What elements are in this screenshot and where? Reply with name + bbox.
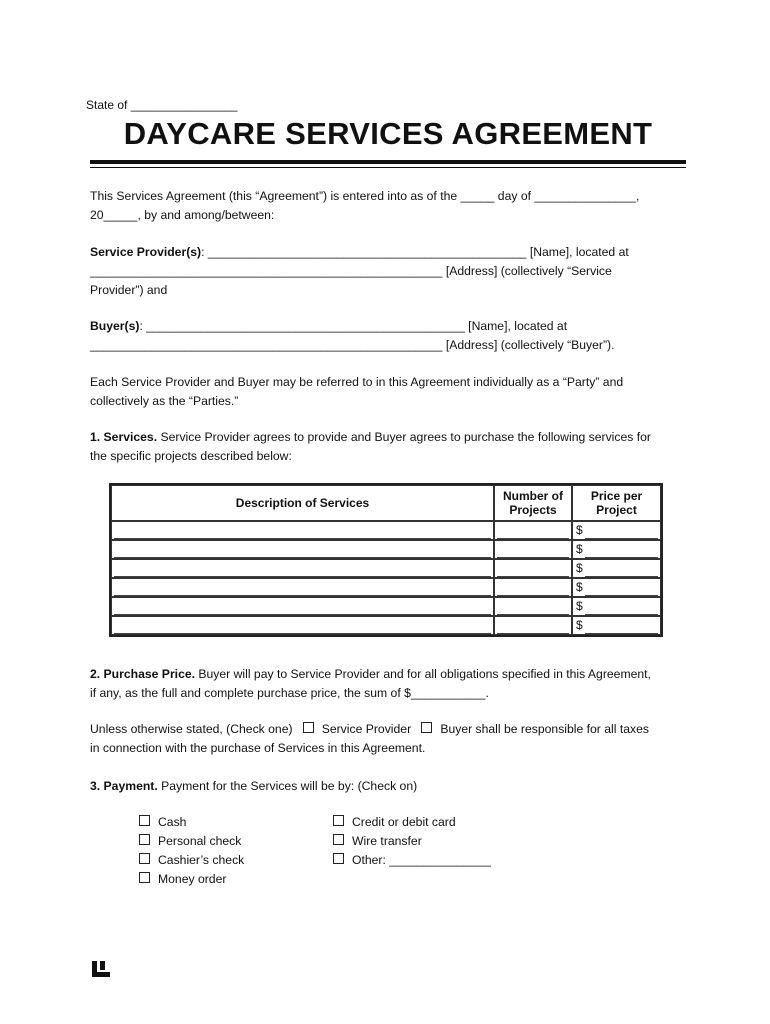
number-blank-line bbox=[497, 524, 569, 539]
description-blank-line bbox=[114, 562, 491, 577]
number-of-projects-field[interactable] bbox=[494, 578, 572, 597]
buyer-name-line: : _______________________________________________ [Name], located at bbox=[139, 319, 568, 333]
tax-buyer-checkbox[interactable] bbox=[421, 722, 432, 733]
currency-symbol: $ bbox=[576, 599, 583, 613]
price-blank-line bbox=[585, 524, 658, 539]
title-rule-thin bbox=[90, 167, 686, 168]
description-field[interactable] bbox=[111, 521, 494, 540]
wire-transfer-checkbox[interactable] bbox=[333, 834, 344, 845]
header-description: Description of Services bbox=[111, 485, 494, 521]
card-checkbox[interactable] bbox=[333, 815, 344, 826]
payment-option-label: Cash bbox=[158, 815, 187, 829]
description-blank-line bbox=[114, 619, 491, 634]
number-blank-line bbox=[497, 562, 569, 577]
payment-heading: 3. Payment. bbox=[90, 779, 158, 793]
services-line-2: the specific projects described below: bbox=[90, 449, 292, 463]
currency-symbol: $ bbox=[576, 580, 583, 594]
payment-option-cash bbox=[139, 813, 244, 832]
price-blank-line bbox=[585, 562, 658, 577]
money-order-checkbox[interactable] bbox=[139, 872, 150, 883]
parties-paragraph bbox=[90, 373, 690, 411]
parties-line-1: Each Service Provider and Buyer may be referred to in this Agreement individually as a “Party” and bbox=[90, 375, 624, 389]
payment-option-label: Wire transfer bbox=[352, 834, 422, 848]
price-blank-line bbox=[585, 619, 658, 634]
number-blank-line bbox=[497, 600, 569, 615]
services-table-row bbox=[111, 521, 661, 540]
price-per-project-field[interactable] bbox=[572, 578, 661, 597]
number-of-projects-field[interactable] bbox=[494, 559, 572, 578]
number-blank-line bbox=[497, 619, 569, 634]
service-provider-address-line: ____________________________________________________ [Address] (collectively “Service bbox=[90, 264, 612, 278]
price-per-project-field[interactable] bbox=[572, 521, 661, 540]
price-per-project-field[interactable] bbox=[572, 540, 661, 559]
parties-line-2: collectively as the “Parties.” bbox=[90, 394, 239, 408]
buyer-paragraph bbox=[90, 317, 690, 355]
intro-paragraph bbox=[90, 187, 690, 225]
payment-option-label: Other: _______________ bbox=[352, 853, 491, 867]
service-provider-line-3: Provider”) and bbox=[90, 283, 168, 297]
price-per-project-field[interactable] bbox=[572, 616, 661, 635]
payment-option-card bbox=[333, 813, 491, 832]
description-blank-line bbox=[114, 581, 491, 596]
title-rule-thick bbox=[90, 160, 686, 164]
buyer-address-line: ____________________________________________________ [Address] (collectively “Buyer”). bbox=[90, 338, 615, 352]
intro-line-2: 20_____, by and among/between: bbox=[90, 208, 275, 222]
currency-symbol: $ bbox=[576, 618, 583, 632]
description-blank-line bbox=[114, 524, 491, 539]
document-title: DAYCARE SERVICES AGREEMENT bbox=[123, 116, 653, 151]
services-table-row bbox=[111, 616, 661, 635]
services-table-row bbox=[111, 540, 661, 559]
currency-symbol: $ bbox=[576, 542, 583, 556]
tax-service-provider-checkbox[interactable] bbox=[303, 722, 314, 733]
price-blank-line bbox=[585, 581, 658, 596]
taxes-paragraph bbox=[90, 720, 690, 758]
number-of-projects-field[interactable] bbox=[494, 521, 572, 540]
cash-checkbox[interactable] bbox=[139, 815, 150, 826]
taxes-line-2: in connection with the purchase of Services in this Agreement. bbox=[90, 741, 426, 755]
payment-option-cashiers-check bbox=[139, 851, 244, 870]
services-table-row bbox=[111, 597, 661, 616]
description-field[interactable] bbox=[111, 540, 494, 559]
description-field[interactable] bbox=[111, 559, 494, 578]
payment-section bbox=[90, 777, 690, 796]
services-table-header-row bbox=[111, 485, 661, 521]
header-number-of-projects: Number of Projects bbox=[494, 485, 572, 521]
payment-options-left bbox=[139, 813, 244, 889]
personal-check-checkbox[interactable] bbox=[139, 834, 150, 845]
cashiers-check-checkbox[interactable] bbox=[139, 853, 150, 864]
payment-option-label: Personal check bbox=[158, 834, 242, 848]
number-of-projects-field[interactable] bbox=[494, 540, 572, 559]
service-provider-label: Service Provider(s) bbox=[90, 245, 202, 259]
number-of-projects-field[interactable] bbox=[494, 597, 572, 616]
services-heading: 1. Services. bbox=[90, 430, 158, 444]
tax-option-buyer: Buyer shall be responsible for all taxes bbox=[440, 722, 649, 736]
price-per-project-field[interactable] bbox=[572, 597, 661, 616]
description-blank-line bbox=[114, 600, 491, 615]
payment-option-label: Cashier’s check bbox=[158, 853, 245, 867]
other-checkbox[interactable] bbox=[333, 853, 344, 864]
state-line: State of ________________ bbox=[86, 98, 238, 112]
price-blank-line bbox=[585, 543, 658, 558]
header-price-per-project: Price per Project bbox=[572, 485, 661, 521]
purchase-price-heading: 2. Purchase Price. bbox=[90, 667, 196, 681]
number-blank-line bbox=[497, 581, 569, 596]
price-per-project-field[interactable] bbox=[572, 559, 661, 578]
description-field[interactable] bbox=[111, 616, 494, 635]
currency-symbol: $ bbox=[576, 523, 583, 537]
description-field[interactable] bbox=[111, 578, 494, 597]
services-table-row bbox=[111, 559, 661, 578]
payment-options-right bbox=[333, 813, 491, 870]
payment-line-1: Payment for the Services will be by: (Check on) bbox=[157, 779, 418, 793]
services-table-row bbox=[111, 578, 661, 597]
payment-option-label: Money order bbox=[158, 872, 227, 886]
service-provider-name-line: : _______________________________________________ [Name], located at bbox=[201, 245, 629, 259]
payment-option-label: Credit or debit card bbox=[352, 815, 456, 829]
services-table bbox=[109, 483, 663, 637]
purchase-price-line-1: Buyer will pay to Service Provider and for all obligations specified in this Agreement, bbox=[195, 667, 651, 681]
intro-line-1: This Services Agreement (this “Agreement”) is entered into as of the _____ day of _______________, bbox=[90, 189, 640, 203]
price-blank-line bbox=[585, 600, 658, 615]
purchase-price-line-2: if any, as the full and complete purchase price, the sum of $___________. bbox=[90, 686, 489, 700]
services-section bbox=[90, 428, 690, 466]
tax-option-service-provider: Service Provider bbox=[321, 722, 412, 736]
purchase-price-section bbox=[90, 665, 690, 703]
description-field[interactable] bbox=[111, 597, 494, 616]
document-logo-icon bbox=[92, 961, 110, 977]
currency-symbol: $ bbox=[576, 561, 583, 575]
payment-option-other bbox=[333, 851, 491, 870]
services-line-1: Service Provider agrees to provide and Buyer agrees to purchase the following services for bbox=[157, 430, 651, 444]
number-blank-line bbox=[497, 543, 569, 558]
services-table-body bbox=[111, 521, 661, 635]
taxes-prefix: Unless otherwise stated, (Check one) bbox=[90, 722, 293, 736]
payment-option-personal-check bbox=[139, 832, 244, 851]
description-blank-line bbox=[114, 543, 491, 558]
buyer-label: Buyer(s) bbox=[90, 319, 140, 333]
service-provider-paragraph bbox=[90, 243, 690, 300]
payment-option-wire bbox=[333, 832, 491, 851]
number-of-projects-field[interactable] bbox=[494, 616, 572, 635]
payment-option-money-order bbox=[139, 870, 244, 889]
